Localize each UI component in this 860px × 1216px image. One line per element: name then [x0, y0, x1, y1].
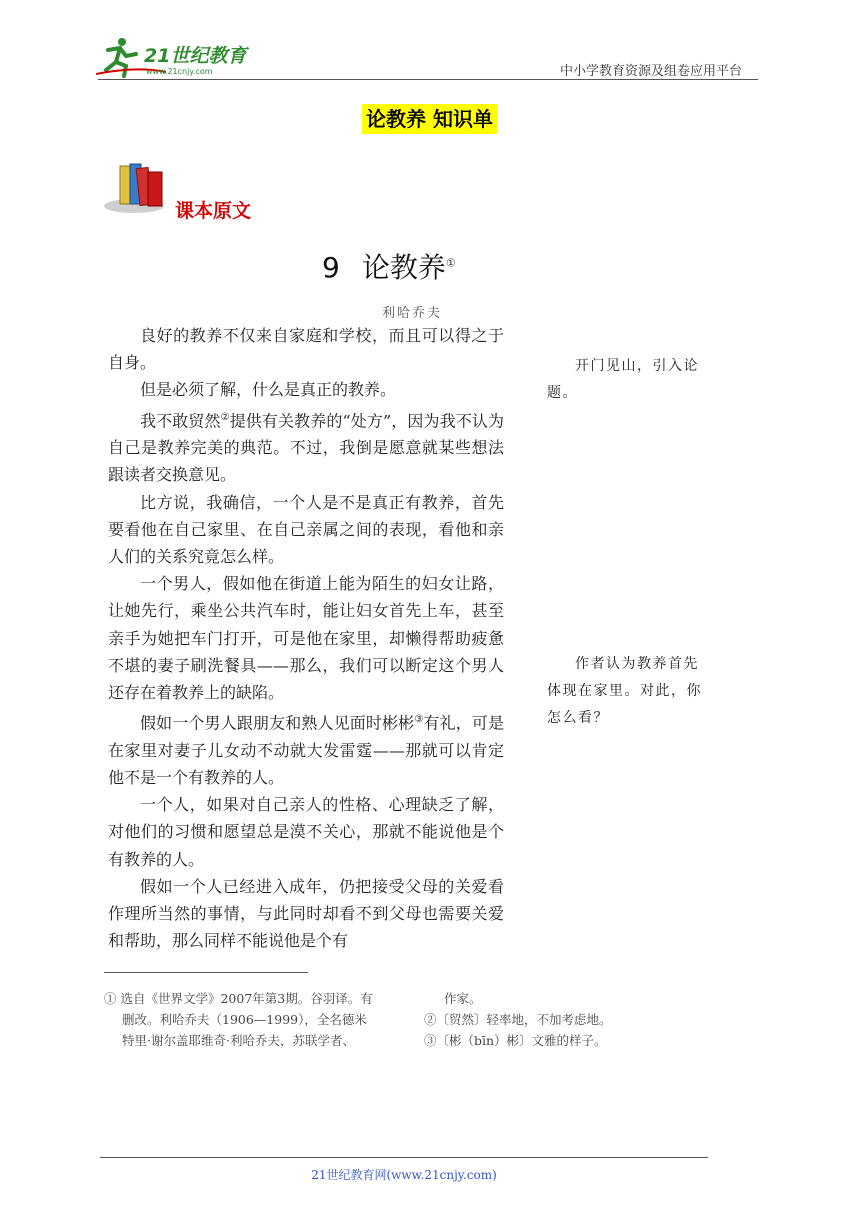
footnote-line: 删改。利哈乔夫（1906—1999），全名德米	[122, 1012, 367, 1027]
footnote-divider	[104, 972, 308, 973]
footer-link[interactable]: 21世纪教育网(www.21cnjy.com)	[311, 1168, 497, 1182]
lesson-number: 9	[322, 251, 340, 284]
paragraph: 假如一个男人跟朋友和熟人见面时彬彬③有礼，可是在家里对妻子儿女动不动就大发雷霆——那就可以肯定他不是一个有教养的人。	[108, 713, 504, 787]
article-body	[108, 322, 504, 954]
paragraph: 良好的教养不仅来自家庭和学校，而且可以得之于自身。	[108, 326, 504, 373]
footnote-line: 作家。	[444, 991, 482, 1006]
footnotes-right	[424, 988, 714, 1051]
section-title: 课本原文	[175, 200, 252, 222]
document-title: 论教养 知识单	[362, 104, 497, 134]
logo-text: 21世纪教育	[144, 45, 247, 67]
paragraph: 一个人，如果对自己亲人的性格、心理缺乏了解，对他们的习惯和愿望总是漠不关心，那就不能说他是个有教养的人。	[108, 795, 504, 869]
site-logo[interactable]	[96, 36, 266, 78]
footnote-2: ②〔贸然〕轻率地，不加考虑地。	[424, 1012, 612, 1027]
footer-divider	[100, 1157, 708, 1158]
lesson-heading	[322, 246, 456, 286]
platform-name: 中小学教育资源及组卷应用平台	[560, 64, 743, 79]
footnote-mark: ③	[414, 714, 424, 726]
paragraph: 但是必须了解，什么是真正的教养。	[140, 380, 397, 400]
footnote-line: 特里·谢尔盖耶维奇·利哈乔夫，苏联学者、	[122, 1033, 355, 1048]
footnote-mark: ②	[220, 411, 230, 423]
books-icon	[104, 160, 172, 216]
header-divider	[98, 79, 758, 80]
author: 利哈乔夫	[382, 306, 443, 321]
paragraph: 比方说，我确信，一个人是不是真正有教养，首先要看他在自己家里、在自己亲属之间的表现，看他和亲人们的关系究竟怎么样。	[108, 492, 504, 566]
side-note: 作者认为教养首先体现在家里。对此，你怎么看？	[547, 656, 702, 726]
paragraph: 假如一个人已经进入成年，仍把接受父母的关爱看作理所当然的事情，与此同时却看不到父母也需要关爱和帮助，那么同样不能说他是个有	[108, 876, 504, 951]
paragraph: 一个男人，假如他在街道上能为陌生的妇女让路，让她先行，乘坐公共汽车时，能让妇女首先上车，甚至亲手为她把车门打开，可是他在家里，却懒得帮助疲惫不堪的妻子刷洗餐具——那么，我们可以断定这个男人还存在着教养上的缺陷。	[108, 574, 504, 702]
footnote-mark: ①	[445, 256, 456, 270]
footnotes-left	[104, 988, 404, 1051]
paragraph: 我不敢贸然②提供有关教养的“处方”，因为我不认为自己是教养完美的典范。不过，我倒是愿意就某些想法跟读者交换意见。	[108, 410, 504, 485]
footnote-3: ③〔彬（bīn）彬〕文雅的样子。	[424, 1033, 607, 1048]
side-note: 开门见山，引入论题。	[547, 358, 699, 401]
logo-url: www.21cnjy.com	[146, 67, 213, 76]
lesson-title: 论教养	[361, 251, 446, 284]
footnote-line: ① 选自《世界文学》2007年第3期。谷羽译。有	[104, 991, 373, 1006]
